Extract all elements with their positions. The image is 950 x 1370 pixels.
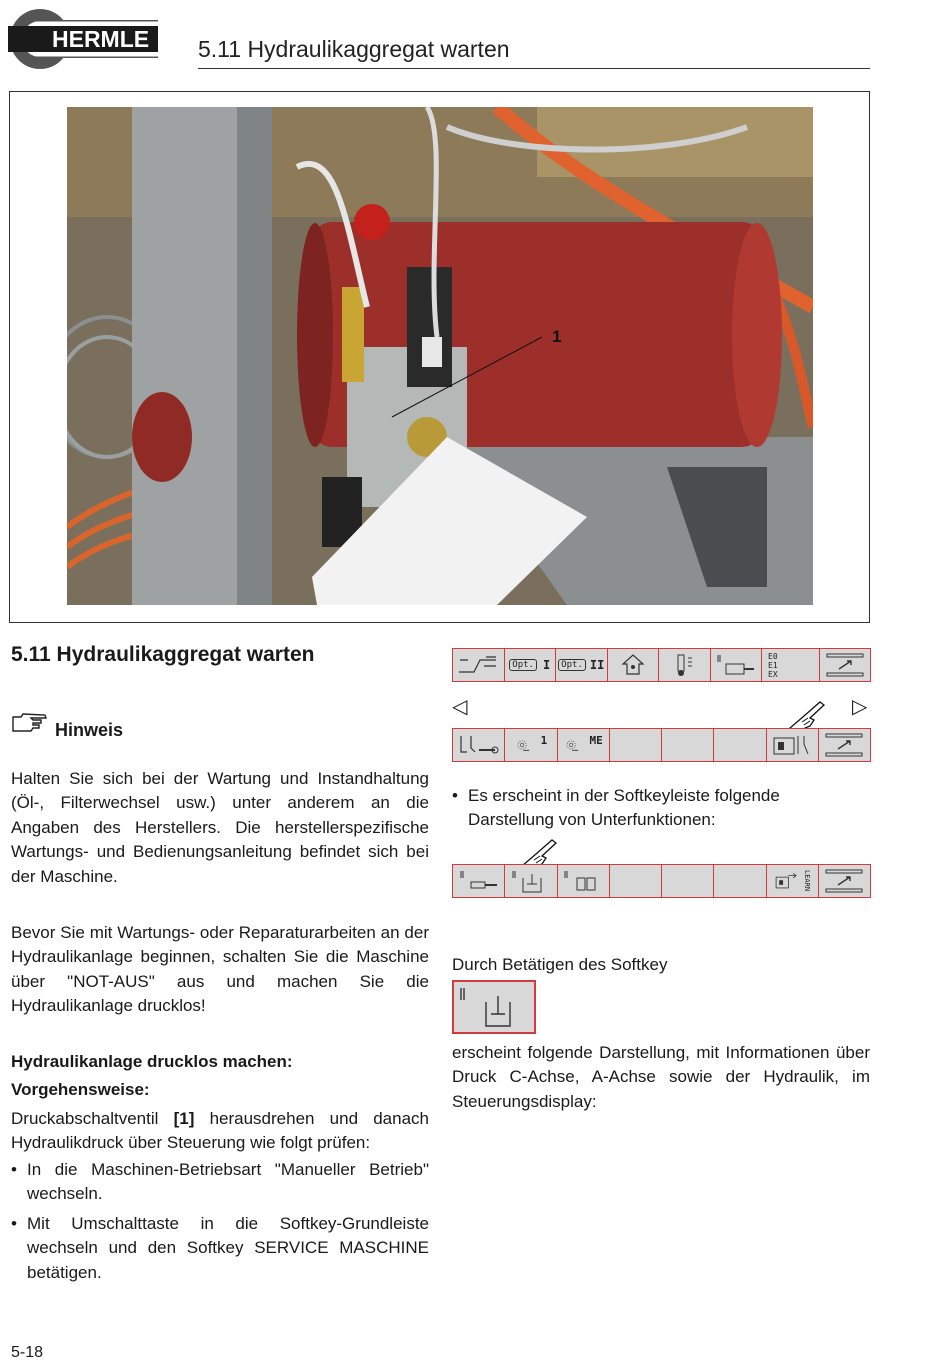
pointing-hand-icon (11, 712, 49, 734)
softkey-next-bar-2[interactable] (819, 729, 870, 761)
softkey-bar-hydraulic (452, 864, 871, 898)
thermometer-icon (662, 652, 706, 678)
valve-icon (561, 868, 605, 894)
error-label-2: EX (768, 669, 778, 679)
softkey-option-1[interactable] (505, 649, 557, 681)
procedure-text-pre: Druckabschaltventil (11, 1109, 174, 1128)
bar-arrow-right: ▷ (852, 696, 868, 718)
softkey-next-bar[interactable] (820, 649, 871, 681)
section-title: 5.11 Hydraulikaggregat warten (11, 643, 315, 666)
bullet-manual-mode: • In die Maschinen-Betriebsart "Manueller Betrieb" wechseln. (11, 1158, 429, 1207)
opt1-number: I (542, 658, 551, 672)
display-info-paragraph: erscheint folgende Darstellung, mit Informationen über Druck C-Achse, A-Achse sowie der Hydraulik, im Steuerungsdisplay: (452, 1043, 870, 1111)
softkey-empty-5[interactable] (662, 729, 714, 761)
softkey-empty-6[interactable] (714, 865, 766, 897)
header-title: 5.11 Hydraulikaggregat warten (198, 36, 510, 62)
machine-learn-icon (773, 868, 807, 894)
switch-bar-icon (822, 868, 866, 894)
header-rule (198, 68, 870, 69)
hint-label: Hinweis (55, 720, 124, 740)
softkey-empty-4[interactable] (610, 729, 662, 761)
callout-label: 1 (552, 327, 562, 346)
softkey-option-2[interactable] (556, 649, 608, 681)
softkey-tool-maintenance[interactable] (453, 729, 505, 761)
softkey-hydraulic-pressure-detail[interactable] (452, 980, 536, 1034)
softkey-hydraulic-pressure[interactable] (505, 865, 557, 897)
page-number: 5-18 (11, 1344, 44, 1361)
maintenance-note-paragraph: Halten Sie sich bei der Wartung und Instandhaltung (Öl-, Filterwechsel usw.) unter anderem an die Angaben des Herstellers. Die herstellerspezifische Wartungs- und Bedienungsanleitung befindet sich bei der Maschine. (11, 769, 429, 886)
machine-service-icon (456, 652, 500, 678)
hydraulic-cylinder-icon (457, 868, 501, 894)
softkey-empty-4[interactable] (610, 865, 662, 897)
gear-icon (564, 732, 590, 758)
gear1-number: 1 (540, 733, 548, 747)
softkey-spindle[interactable] (711, 649, 763, 681)
opt2-number: II (589, 658, 605, 672)
softkey-temperature[interactable] (659, 649, 711, 681)
softkey-cylinder[interactable] (453, 865, 505, 897)
tool-wrench-icon (457, 732, 501, 758)
home-up-icon (611, 652, 655, 678)
error-label-0: E0 (768, 651, 778, 661)
softkey-next-bar-3[interactable] (819, 865, 870, 897)
subheading-procedure: Vorgehensweise: (11, 1080, 150, 1099)
softkey-machine-service[interactable] (767, 729, 819, 761)
softkey-valve[interactable] (558, 865, 610, 897)
switch-bar-icon (823, 652, 867, 678)
softkey-learn[interactable] (767, 865, 819, 897)
softkey-gear-me[interactable] (558, 729, 610, 761)
machine-wrench-icon (770, 732, 814, 758)
softkey-instruction-text: Durch Betätigen des Softkey (452, 955, 668, 974)
subheading-depressurize: Hydraulikanlage drucklos machen: (11, 1052, 293, 1071)
procedure-reference: [1] (173, 1109, 195, 1128)
softkey-bar-service (452, 728, 871, 762)
bullet-subfunctions: • Es erscheint in der Softkeyleiste folgende Darstellung von Unterfunktionen: (452, 784, 870, 833)
hydraulic-unit-photo (67, 107, 813, 605)
softkey-gear-1[interactable] (505, 729, 557, 761)
softkey-bar-base (452, 648, 871, 682)
switch-bar-icon (822, 732, 866, 758)
error-label-1: E1 (768, 660, 778, 670)
procedure-paragraph (11, 1107, 429, 1156)
procedure-text-post: herausdrehen und danach Hydraulikdruck über Steuerung wie folgt prüfen: (11, 1109, 429, 1153)
softkey-empty-5[interactable] (662, 865, 714, 897)
hydraulic-tank-icon (509, 868, 553, 894)
warning-paragraph: Bevor Sie mit Wartungs- oder Reparaturarbeiten an der Hydraulikanlage beginnen, schalten Sie die Maschine über "NOT-AUS" aus und machen Sie die Hydraulikanlage drucklos! (11, 923, 429, 1016)
hydraulic-tank-icon (454, 982, 534, 1032)
opt1-label: Opt. (509, 659, 537, 671)
softkey-error-list[interactable] (762, 649, 820, 681)
softkey-empty-6[interactable] (714, 729, 766, 761)
bullet-service-softkey: • Mit Umschalttaste in die Softkey-Grundleiste wechseln und den Softkey SERVICE MASCHINE betätigen. (11, 1212, 429, 1285)
softkey-service-machine[interactable] (453, 649, 505, 681)
spindle-lock-icon (714, 652, 758, 678)
logo-text: HERMLE (52, 26, 150, 52)
gear2-label: ME (589, 733, 603, 747)
hermle-logo (8, 6, 158, 72)
gear-icon (515, 732, 541, 758)
bar-arrow-left: ◁ (452, 696, 468, 718)
opt2-label: Opt. (558, 659, 586, 671)
learn-label: LEARN (803, 870, 812, 892)
softkey-home[interactable] (608, 649, 660, 681)
